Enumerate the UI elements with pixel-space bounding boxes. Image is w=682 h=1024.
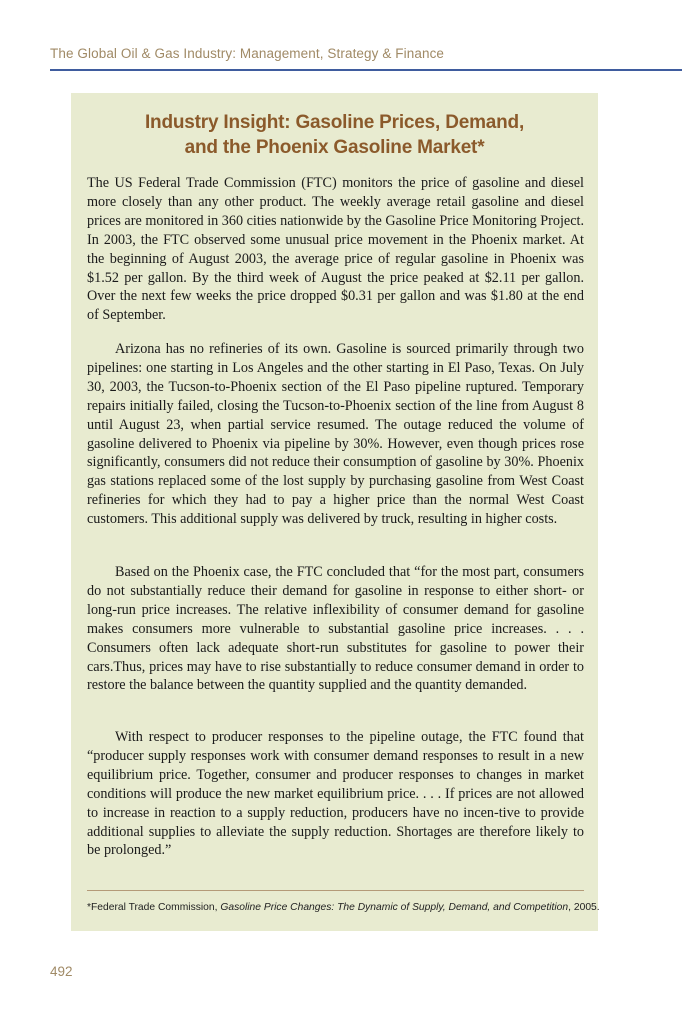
page-number: 492 [50,964,73,979]
box-title-line-2: and the Phoenix Gasoline Market* [184,137,485,158]
footnote-source-title: Gasoline Price Changes: The Dynamic of Supply, Demand, and Competition [220,902,569,913]
paragraph-4: With respect to producer responses to the pipeline outage, the FTC found that “producer supply responses work with consumer demand responses to result in a new equilibrium price. Together, consumer and producer responses to changes in market conditions will produce the new market equilibrium price. . . . If prices are not allowed to increase in reaction to a supply reduction, producers have no incen-tive to provide additional supplies to alleviate the supply reduction. Shortages are therefore likely to be prolonged.” [87,729,584,859]
footnote-suffix: , 2005. [568,902,600,913]
footnote-prefix: *Federal Trade Commission, [87,902,221,913]
running-header: The Global Oil & Gas Industry: Management, Strategy & Finance [50,46,445,61]
footnote-rule [87,890,584,891]
box-title-line-1: Industry Insight: Gasoline Prices, Demand, [144,112,525,133]
footnote [87,901,600,915]
header-rule [50,69,682,71]
box-title [71,110,598,160]
industry-insight-box [71,93,598,931]
paragraph-2: Arizona has no refineries of its own. Gasoline is sourced primarily through two pipelines: one starting in Los Angeles and the other starting in El Paso, Texas. On July 30, 2003, the Tucson-to-Phoenix section of the El Paso pipeline ruptured. Temporary repairs initially failed, closing the Tucson-to-Phoenix section of the line from August 8 until August 23, when partial service resumed. The outage reduced the volume of gasoline delivered to Phoenix via pipeline by 30%. However, even though prices rose significantly, consumers did not reduce their consumption of gasoline by 30%. Phoenix gas stations replaced some of the lost supply by purchasing gasoline from West Coast refineries for which they had to pay a higher price than the normal West Coast customers. This additional supply was delivered by truck, resulting in higher costs. [87,341,584,528]
paragraph-3: Based on the Phoenix case, the FTC concluded that “for the most part, consumers do not substantially reduce their demand for gasoline in response to either short- or long-run price increases. The relative inflexibility of consumer demand for gasoline makes consumers more vulnerable to substantial gasoline price increases. . . . Consumers often lack adequate short-run substitutes for gasoline to power their cars.Thus, prices may have to rise substantially to reduce consumer demand in order to restore the balance between the quantity supplied and the quantity demanded. [87,564,584,694]
paragraph-1: The US Federal Trade Commission (FTC) monitors the price of gasoline and diesel more closely than any other product. The weekly average retail gasoline and diesel prices are monitored in 360 cities nationwide by the Gasoline Price Monitoring Project. In 2003, the FTC observed some unusual price movement in the Phoenix market. At the beginning of August 2003, the average price of regular gasoline in Phoenix was $1.52 per gallon. By the third week of August the price peaked at $2.11 per gallon. Over the next few weeks the price dropped $0.31 per gallon and was $1.80 at the end of September. [87,175,584,324]
